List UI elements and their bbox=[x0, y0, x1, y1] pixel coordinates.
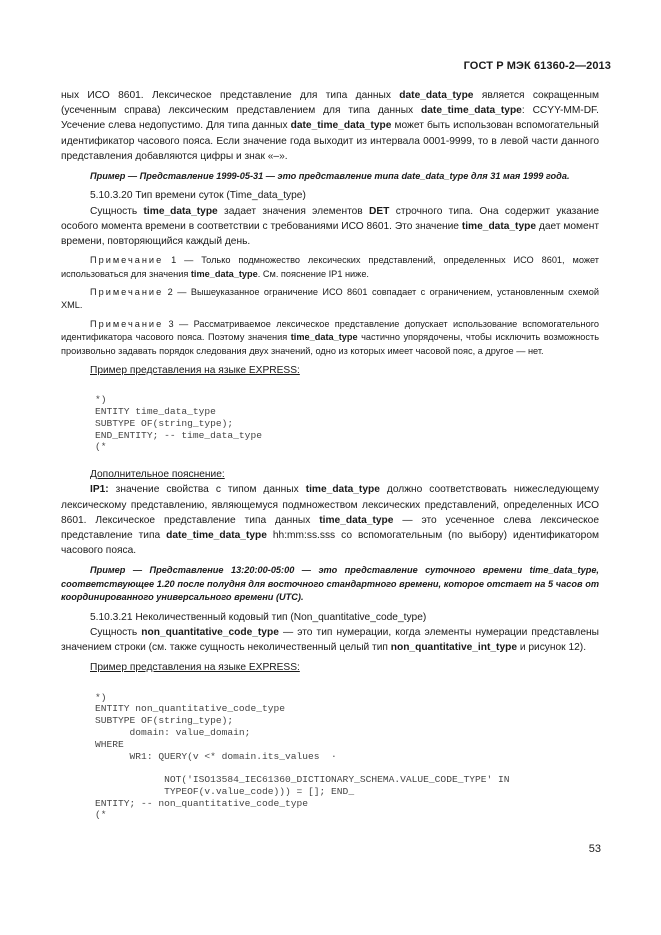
document-id-header: ГОСТ Р МЭК 61360-2—2013 bbox=[463, 60, 611, 72]
example-time: Пример — Представление 13:20:00-05:00 — это представление суточного времени time_data_type, соответствующее 1.20 после полудня для восточного стандартного времени, которое отстает на 5 часов от координированного универсального времени (UTC). bbox=[61, 565, 599, 603]
page-body bbox=[61, 88, 599, 821]
express-code-time-data-type: *) ENTITY time_data_type SUBTYPE OF(string_type); END_ENTITY; -- time_data_type (* bbox=[95, 394, 262, 453]
section-heading-5-10-3-21: 5.10.3.21 Неколичественный кодовый тип (Non_quantitative_code_type) bbox=[90, 611, 427, 623]
time-data-type-paragraph: Сущность time_data_type задает значения элементов DET строчного типа. Она содержит указание особого момента времени в соответствии с требованиями ИСО 8601. Это значение time_data_type дает момент времени, повторяющийся каждый день. bbox=[61, 205, 599, 248]
ip1-paragraph: IP1: значение свойства с типом данных time_data_type должно соответствовать нижеследующему лексическому представлению, являющемуся подмножеством лексических представлений, определенных ИСО 8601. Лексическое представление типа данных time_data_type — это усеченное слева лексическое представление типа date_time_data_type hh:mm:ss.sss со вспомогательным (по выбору) идентификатором часового пояса. bbox=[61, 484, 600, 557]
express-code-non-quantitative: *) ENTITY non_quantitative_code_type SUBTYPE OF(string_type); domain: value_domain; WHERE WR1: QUERY(v <* domain.its_values · NOT('ISO13584_IEC61360_DICTIONARY_SCHEMA.VALUE_CODE_TYPE' IN TYPEOF(v.value_code))) = []; END_ ENTITY; -- non_quantitative_code_type (* bbox=[95, 691, 510, 821]
example-date: Пример — Представление 1999-05-31 — это представление типа date_data_type для 31 мая 1999 года. bbox=[90, 171, 570, 182]
section-heading-5-10-3-20: 5.10.3.20 Тип времени суток (Time_data_type) bbox=[90, 190, 306, 202]
express-example-label-2: Пример представления на языке EXPRESS: bbox=[90, 662, 300, 674]
note-2: Примечание 2 — Вышеуказанное ограничение ИСО 8601 совпадает с ограничением, установленным схемой XML. bbox=[61, 287, 599, 311]
extra-explanation-label: Дополнительное пояснение: bbox=[90, 469, 225, 481]
non-quantitative-code-paragraph: Сущность non_quantitative_code_type — это тип нумерации, когда элементы нумерации представлены значением строки (см. также сущность неколичественный целый тип non_quantitative_int_type и рисунок 12). bbox=[61, 626, 599, 654]
note-1: Примечание 1 — Только подмножество лексических представлений, определенных ИСО 8601, может использоваться для значения time_data_type. См. пояснение IP1 ниже. bbox=[61, 255, 599, 279]
intro-paragraph: ных ИСО 8601. Лексическое представление для типа данных date_data_type является сокращенным (усеченным справа) лексическим представлением для типа данных date_time_data_type: CCYY-MM-DF. Усечение слева недопустимо. Для типа данных date_time_data_type может быть использован вспомогательный идентификатор часового пояса. Если значение года выходит из интервала 0001-9999, то в левой части данного представления добавляются цифры и знак «–». bbox=[61, 90, 600, 162]
note-3: Примечание 3 — Рассматриваемое лексическое представление допускает использование вспомогательного идентификатора часового пояса. Поэтому значения time_data_type частично упорядочены, чтобы исключить возможность произвольно задавать порядок следования двух значений, одно из которых имеет часовой пояс, а другое — нет. bbox=[61, 318, 599, 356]
page-number: 53 bbox=[588, 843, 601, 855]
express-example-label-1: Пример представления на языке EXPRESS: bbox=[90, 365, 300, 377]
